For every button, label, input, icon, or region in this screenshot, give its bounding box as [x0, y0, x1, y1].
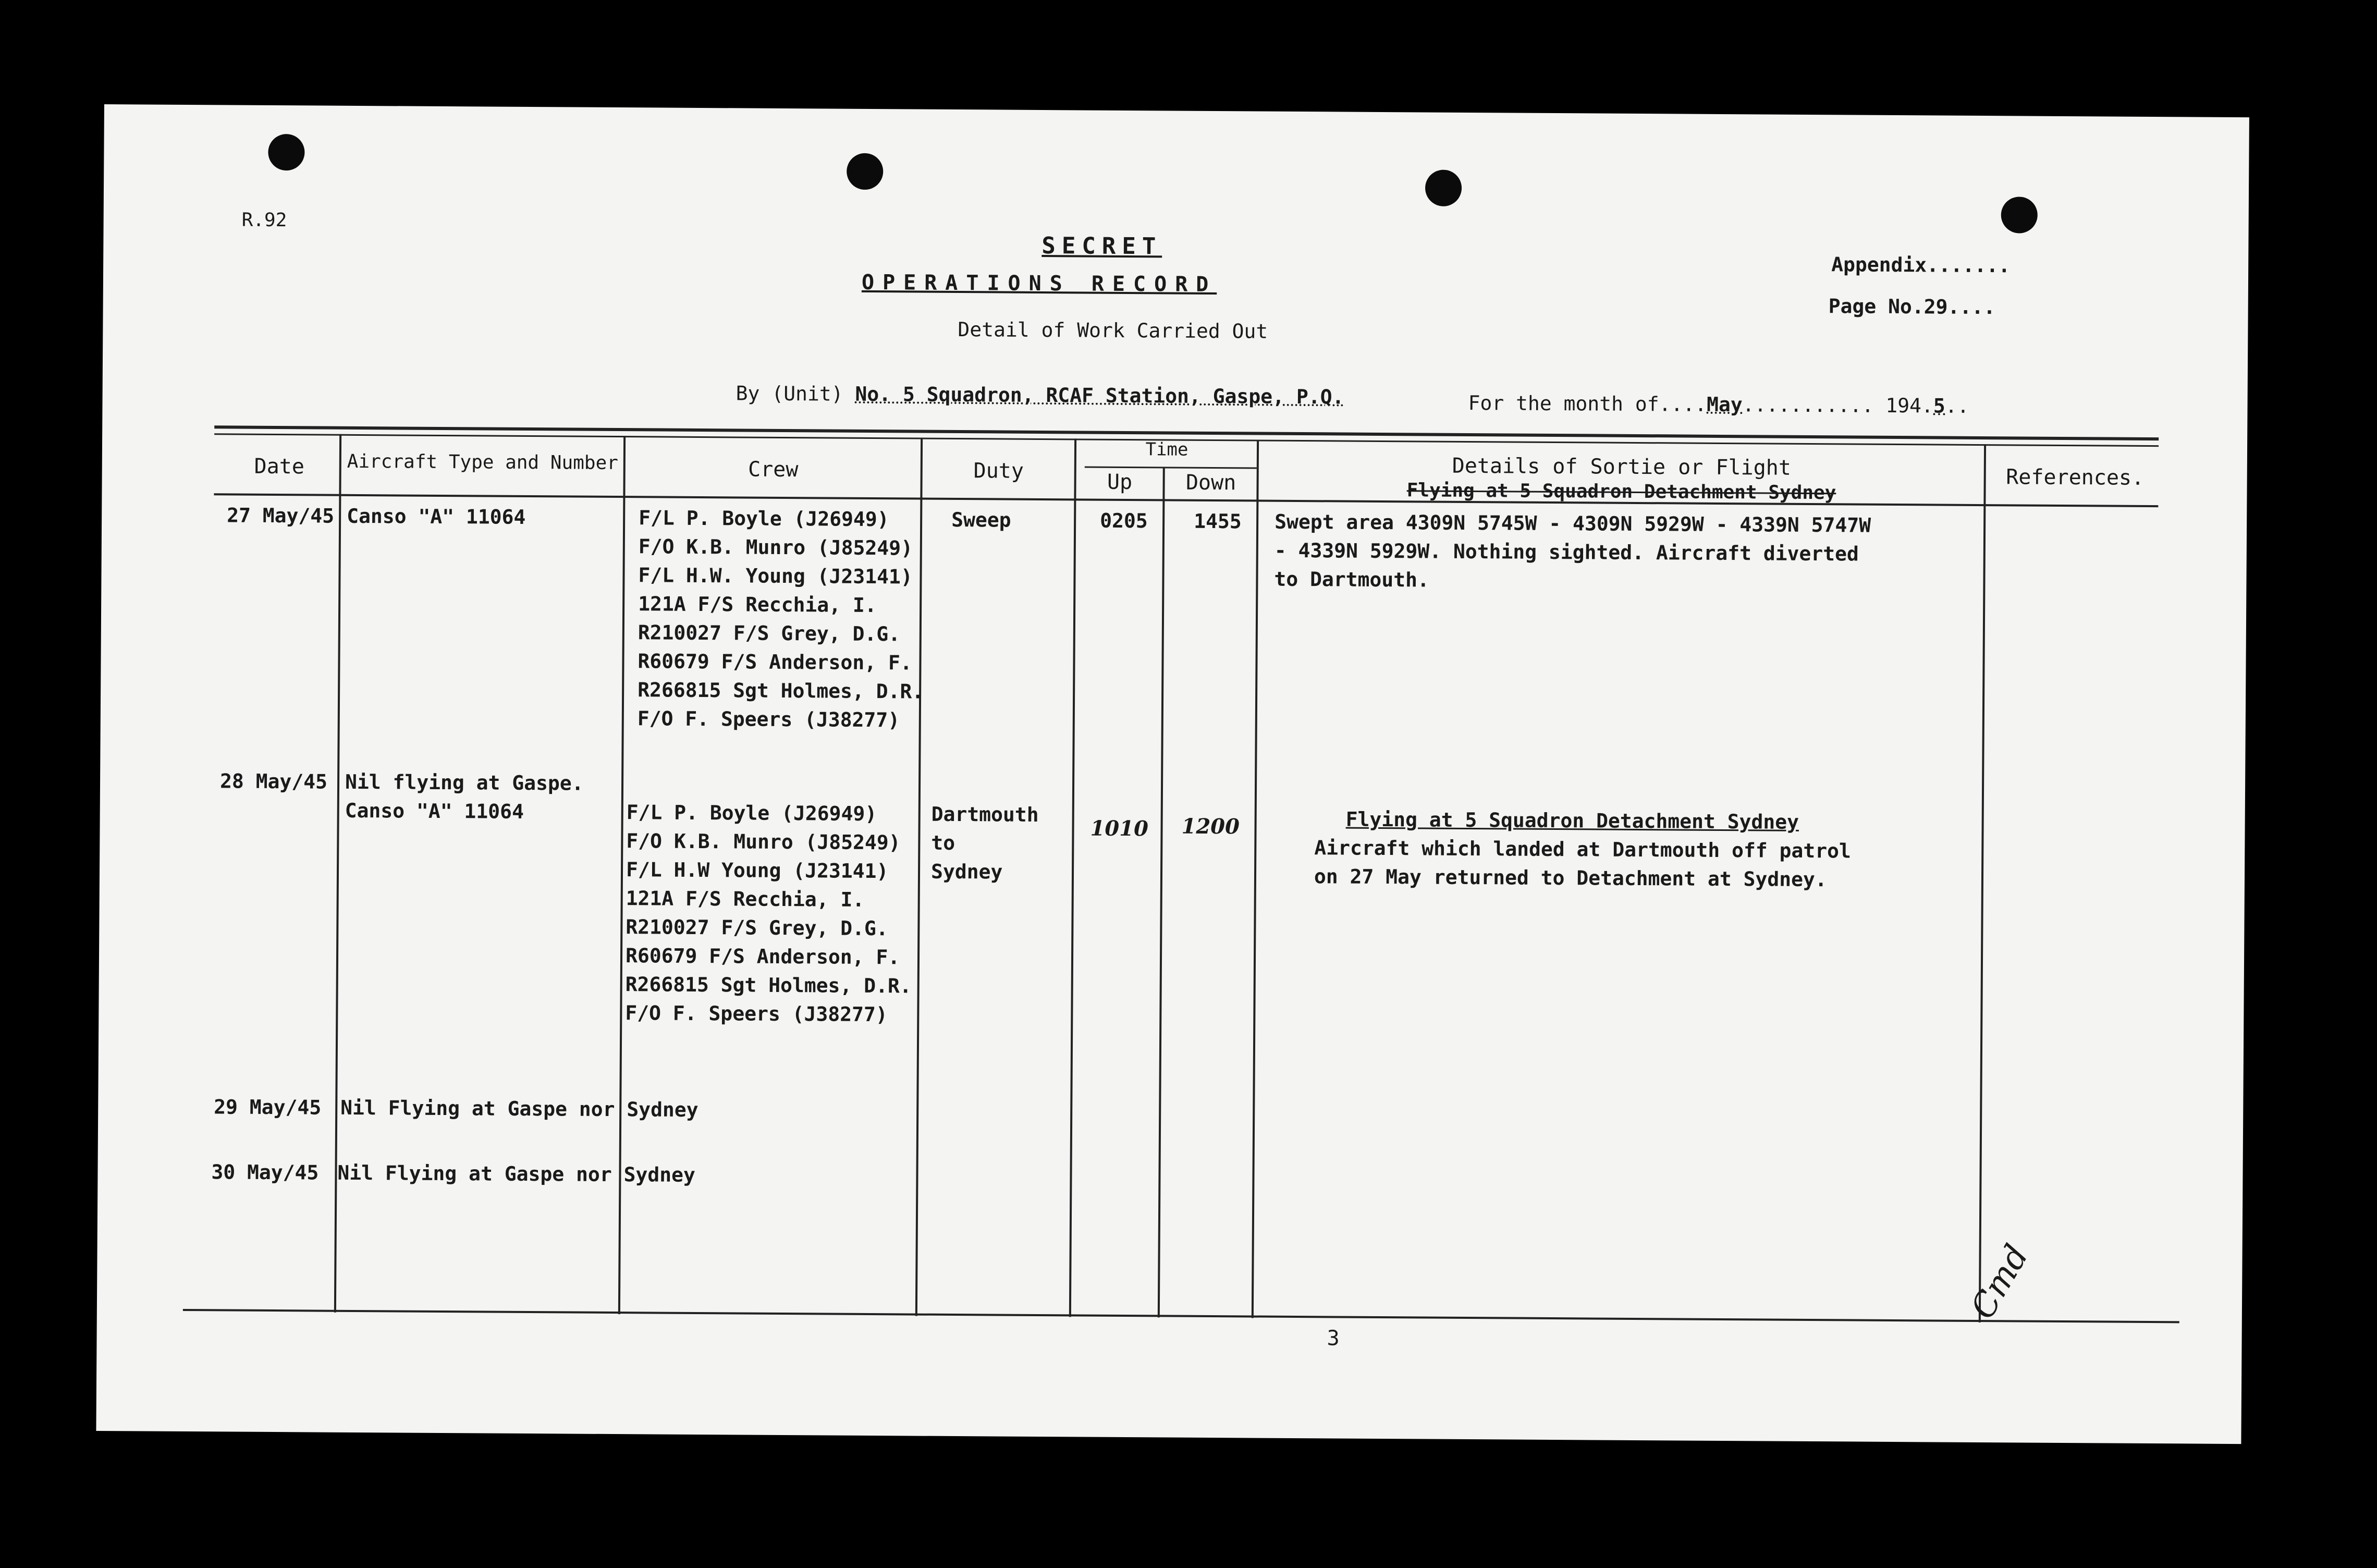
crew-member: F/L P. Boyle (J26949) — [626, 801, 877, 826]
entry-time-down: 1455 — [1194, 509, 1242, 533]
crew-member: R210027 F/S Grey, D.G. — [638, 621, 901, 646]
entry-aircraft: Canso "A" 11064 — [345, 799, 524, 823]
crew-member: F/O K.B. Munro (J85249) — [626, 829, 901, 854]
header-references: References. — [2006, 465, 2145, 490]
header-details: Details of Sortie or Flight — [1452, 454, 1792, 480]
entry-date: 29 May/45 — [214, 1095, 322, 1119]
entry-date: 27 May/45 — [227, 504, 335, 528]
entry-aircraft-note: Nil flying at Gaspe. — [345, 770, 584, 795]
crew-member: 121A F/S Recchia, I. — [626, 887, 865, 911]
header-aircraft: Aircraft Type and Number — [347, 450, 619, 474]
entry-time-up: 0205 — [1100, 509, 1148, 533]
crew-member: F/L H.W. Young (J23141) — [638, 564, 913, 589]
header-time-up: Up — [1107, 470, 1133, 495]
page-number-field: Page No.29.... — [1828, 295, 1996, 319]
column-divider — [1252, 440, 1259, 1318]
duty-line: Sydney — [930, 860, 1003, 884]
entry-aircraft-note: Nil Flying at Gaspe nor Sydney — [340, 1096, 699, 1121]
details-line: on 27 May returned to Detachment at Sydney. — [1314, 865, 1827, 891]
signature-initials: Cmd — [1963, 1238, 2037, 1326]
entry-duty — [931, 800, 1039, 887]
crew-member: F/O K.B. Munro (J85249) — [638, 535, 913, 560]
entry-details — [1274, 508, 1871, 597]
time-header-rule — [1085, 467, 1257, 469]
header-duty: Duty — [973, 459, 1024, 483]
entry-time-up: 1010 — [1090, 816, 1149, 841]
header-date: Date — [254, 454, 305, 479]
entry-crew — [638, 504, 925, 734]
unit-label: By (Unit) — [736, 382, 843, 406]
header-crew: Crew — [748, 457, 799, 482]
crew-member: F/O F. Speers (J38277) — [625, 1001, 888, 1026]
crew-member: F/L H.W Young (J23141) — [626, 858, 889, 883]
crew-member: R60679 F/S Anderson, F. — [638, 650, 912, 675]
month-value: May — [1706, 393, 1743, 416]
month-line: For the month of....May........... 194.5.. — [1468, 391, 1969, 418]
punch-hole — [1425, 169, 1462, 206]
header-time-down: Down — [1185, 470, 1236, 495]
page-number-label: Page No. — [1828, 295, 1924, 318]
entry-date: 30 May/45 — [211, 1160, 319, 1184]
page-subtitle: Detail of Work Carried Out — [958, 318, 1268, 343]
entry-details — [1314, 834, 1851, 894]
table-top-rule — [214, 425, 2159, 440]
classification-stamp: SECRET — [1042, 232, 1162, 260]
entry-aircraft-note: Nil Flying at Gaspe nor Sydney — [337, 1161, 695, 1186]
entry-aircraft: Canso "A" 11064 — [347, 504, 526, 529]
punch-hole — [2001, 197, 2038, 233]
column-divider — [1979, 444, 1986, 1322]
crew-member: 121A F/S Recchia, I. — [638, 592, 877, 617]
month-label: For the month of — [1468, 391, 1659, 416]
punch-hole — [847, 153, 883, 190]
details-line: Swept area 4309N 5745W - 4309N 5929W - 4339N 5747W — [1275, 510, 1871, 537]
entry-date: 28 May/45 — [219, 769, 328, 793]
crew-member: F/L P. Boyle (J26949) — [639, 506, 889, 531]
details-line: Aircraft which landed at Dartmouth off patrol — [1314, 836, 1851, 863]
entry-details-heading: Flying at 5 Squadron Detachment Sydney — [1345, 807, 1799, 834]
crew-member: R60679 F/S Anderson, F. — [625, 944, 900, 969]
table-bottom-rule — [183, 1309, 2179, 1323]
header-time: Time — [1145, 439, 1188, 460]
crew-member: F/O F. Speers (J38277) — [637, 707, 900, 732]
unit-line — [736, 382, 1344, 408]
column-divider — [1158, 468, 1165, 1317]
appendix-label: Appendix....... — [1831, 253, 2011, 277]
page-footer-number: 3 — [1327, 1326, 1340, 1351]
crew-member: R266815 Sgt Holmes, D.R. — [625, 973, 912, 998]
details-line: - 4339N 5929W. Nothing sighted. Aircraft diverted — [1274, 538, 1859, 566]
crew-member: R210027 F/S Grey, D.G. — [626, 915, 888, 940]
entry-crew — [625, 798, 913, 1029]
details-line: to Dartmouth. — [1274, 567, 1430, 592]
entry-time-down: 1200 — [1181, 814, 1240, 839]
duty-line: Dartmouth — [931, 802, 1039, 826]
column-divider — [1069, 438, 1076, 1317]
punch-hole — [268, 134, 304, 170]
year-prefix: 194 — [1885, 394, 1922, 418]
page-title: OPERATIONS RECORD — [861, 270, 1217, 297]
duty-line: to — [931, 831, 955, 854]
unit-value: No. 5 Squadron, RCAF Station, Gaspe, P.Q. — [855, 382, 1344, 409]
entry-duty: Sweep — [951, 508, 1011, 532]
year-suffix: 5 — [1933, 394, 1945, 418]
crew-member: R266815 Sgt Holmes, D.R. — [638, 678, 924, 703]
form-number: R.92 — [241, 209, 287, 231]
header-details-sub: Flying at 5 Squadron Detachment Sydney — [1406, 480, 1836, 504]
page-number-value: 29 — [1923, 295, 1948, 318]
document-page — [96, 104, 2249, 1444]
